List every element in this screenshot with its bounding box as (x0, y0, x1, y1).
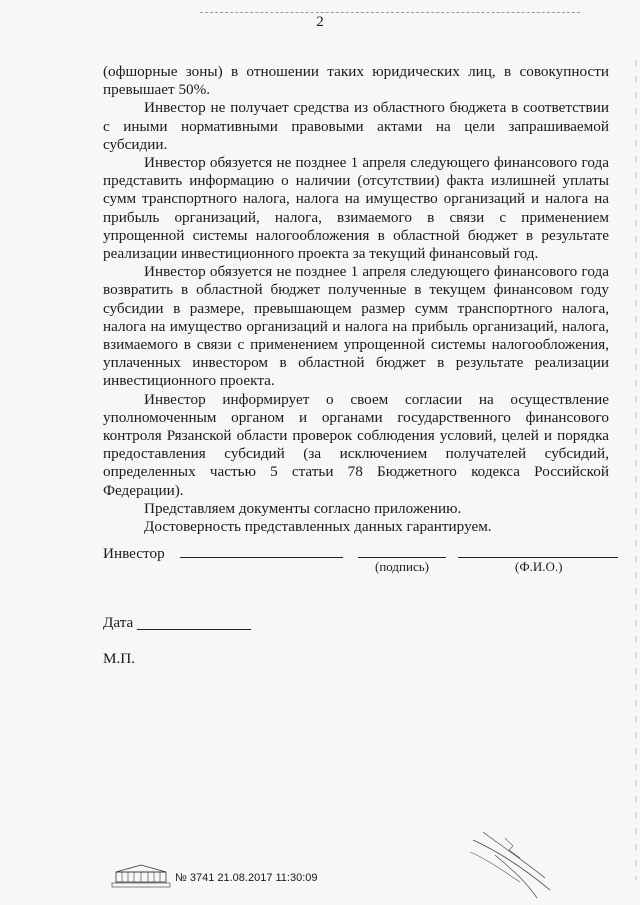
investor-label: Инвестор (103, 545, 165, 562)
registration-number: № 3741 21.08.2017 11:30:09 (175, 872, 318, 884)
paragraph-refund-obligation: Инвестор обязуется не позднее 1 апреля следующего финансового года возвратить в областной бюджет полученные в текущем финансовом году субсидии в размере, превышающем размер сумм транспортного налога, налога на имущество организаций и налога на прибыль организаций, налога, взимаемого в связи с применением упрощенной системы налогообложения, уплаченных инвестором в областной бюджет в результате реализации инвестиционного проекта. (103, 263, 609, 390)
investor-name-line (180, 557, 343, 558)
paragraph-data-guarantee: Достоверность представленных данных гарантируем. (144, 518, 492, 536)
signature-caption: (подпись) (375, 559, 429, 574)
paragraph-consent-audit: Инвестор информирует о своем согласии на осуществление уполномоченным органом и органами государственного финансового контроля Рязанской области проверок соблюдения условий, целей и порядка предоставления субсидий (за исключением получателей субсидий, определенных частью 5 статьи 78 Бюджетного кодекса Российской Федерации). (103, 390, 609, 499)
date-line (137, 629, 251, 630)
document-body (103, 63, 609, 536)
full-name-caption: (Ф.И.О.) (515, 559, 563, 574)
paragraph-information-obligation: Инвестор обязуется не позднее 1 апреля следующего финансового года представить информацию о наличии (отсутствии) факта излишней уплаты сумм транспортного налога, налога на имущество организаций и налога на прибыль организаций, налога, взимаемого в связи с применением упрощенной системы налогообложения в областной бюджет в результате реализации инвестиционного проекта за текущий финансовый год. (103, 154, 609, 263)
paragraph-no-budget-funds: Инвестор не получает средства из областного бюджета в соответствии с иными нормативными правовыми актами на цели запрашиваемой субсидии. (103, 99, 609, 153)
full-name-line (458, 557, 618, 558)
scan-artifact-line (200, 12, 580, 13)
paragraph-documents-attached: Представляем документы согласно приложению. (144, 499, 462, 517)
signature-line (358, 557, 446, 558)
seal-label: М.П. (103, 650, 136, 667)
page-number: 2 (316, 14, 324, 30)
signature-scribble-icon (465, 820, 560, 905)
paragraph-offshore: (офшорные зоны) в отношении таких юридических лиц, в совокупности превышает 50%. (103, 63, 609, 99)
date-label: Дата (103, 614, 134, 631)
scan-edge-artifact (630, 60, 640, 880)
building-stamp-icon (110, 863, 172, 889)
